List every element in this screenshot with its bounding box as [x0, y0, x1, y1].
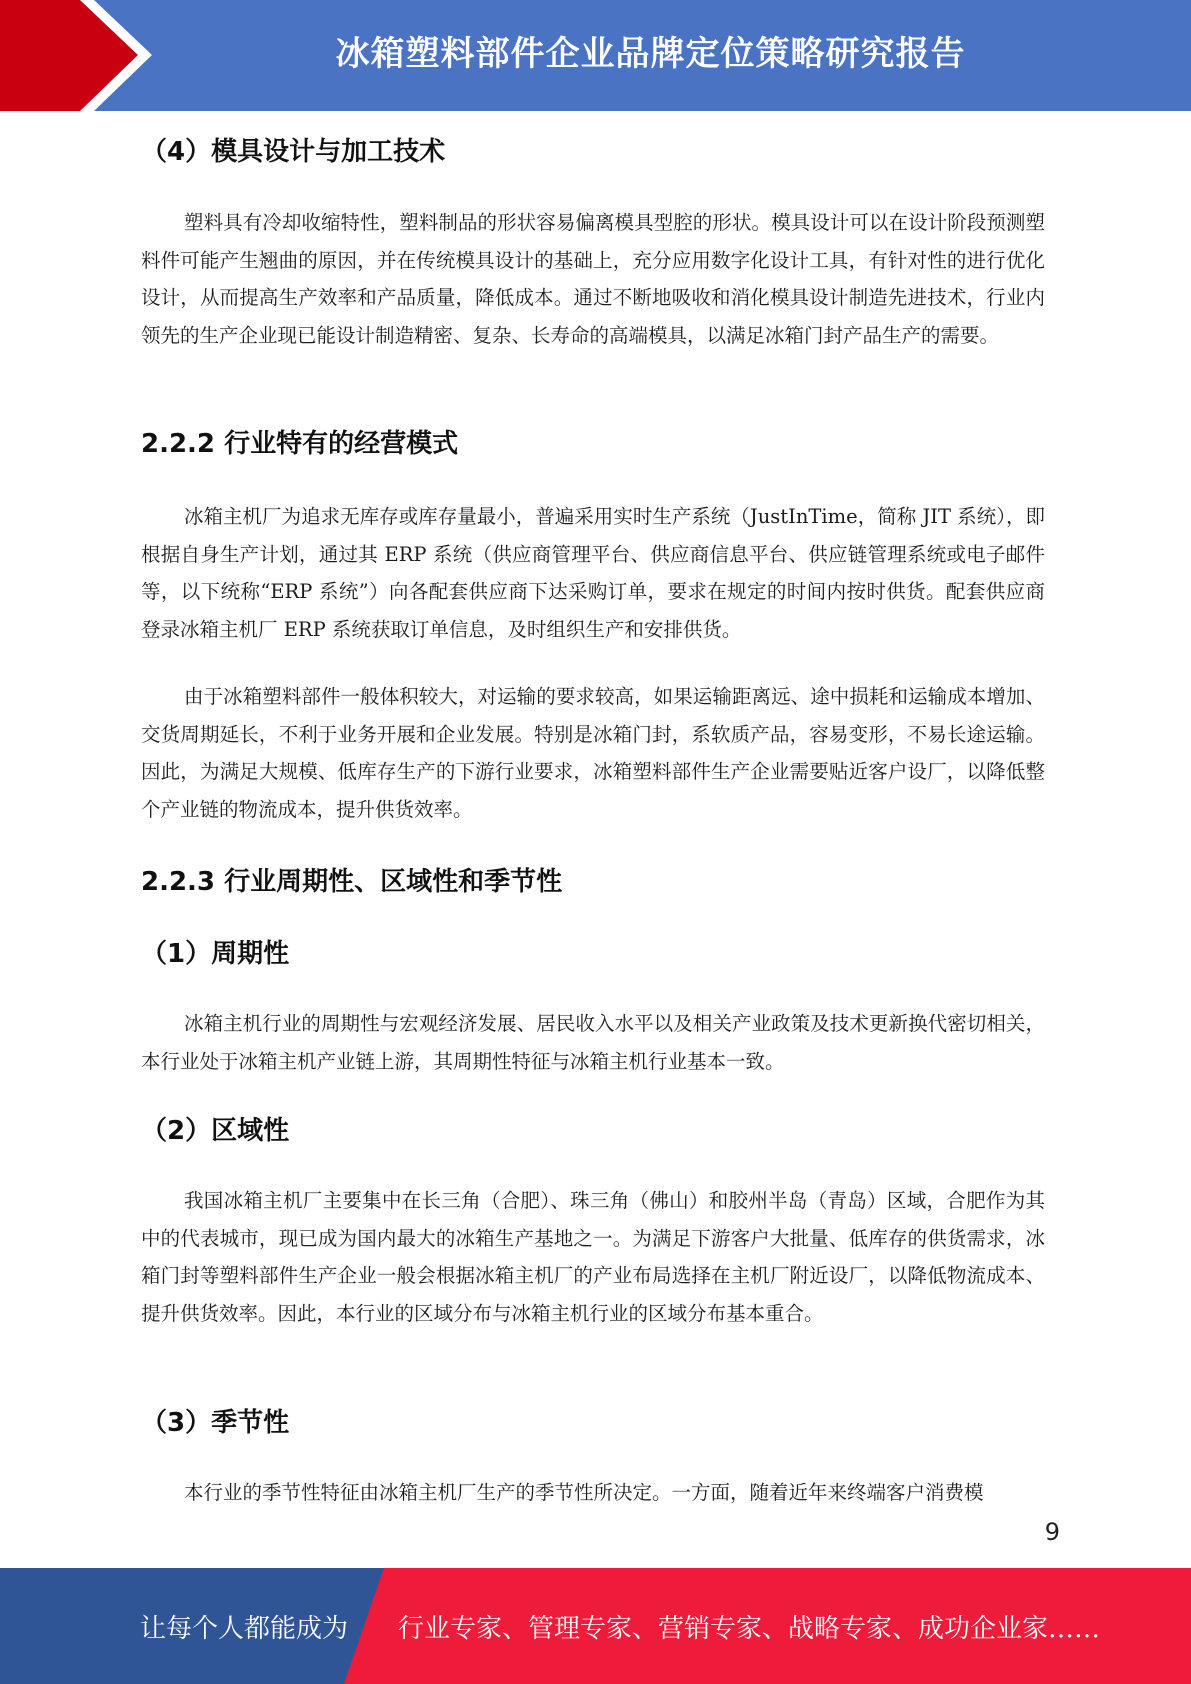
paragraph-periodicity: 冰箱主机行业的周期性与宏观经济发展、居民收入水平以及相关产业政策及技术更新换代密切相关，本行业处于冰箱主机产业链上游，其周期性特征与冰箱主机行业基本一致。 [141, 1012, 1045, 1073]
page-number: 9 [1044, 1518, 1060, 1546]
heading-seasonality: （3）季节性 [141, 1408, 290, 1438]
heading-periodicity: （1）周期性 [141, 939, 290, 969]
heading-mold-design: （4）模具设计与加工技术 [141, 137, 446, 167]
page-footer [0, 1568, 1191, 1684]
paragraph-jit-system: 冰箱主机厂为追求无库存或库存量最小，普遍采用实时生产系统（JustInTime，简称 JIT 系统），即根据自身生产计划，通过其 ERP 系统（供应商管理平台、供应商信息平台、供应链管理系统或电子邮件等，以下统称“ERP 系统”）向各配套供应商下达采购订单，要求在规定的时间内按时供货。配套供应商登录冰箱主机厂 ERP 系统获取订单信息，及时组织生产和安排供货。 [141, 505, 1045, 641]
page-header [0, 0, 1191, 111]
header-arrow-decoration [0, 0, 160, 111]
paragraph-mold-design: 塑料具有冷却收缩特性，塑料制品的形状容易偏离模具型腔的形状。模具设计可以在设计阶段预测塑料件可能产生翘曲的原因，并在传统模具设计的基础上，充分应用数字化设计工具，有针对性的进行优化设计，从而提高生产效率和产品质量，降低成本。通过不断地吸收和消化模具设计制造先进技术，行业内领先的生产企业现已能设计制造精密、复杂、长寿命的高端模具，以满足冰箱门封产品生产的需要。 [141, 211, 1045, 347]
paragraph-regionality: 我国冰箱主机厂主要集中在长三角（合肥）、珠三角（佛山）和胶州半岛（青岛）区域，合肥作为其中的代表城市，现已成为国内最大的冰箱生产基地之一。为满足下游客户大批量、低库存的供货需求，冰箱门封等塑料部件生产企业一般会根据冰箱主机厂的产业布局选择在主机厂附近设厂，以降低物流成本、提升供货效率。因此，本行业的区域分布与冰箱主机行业的区域分布基本重合。 [141, 1189, 1045, 1325]
paragraph-transport: 由于冰箱塑料部件一般体积较大，对运输的要求较高，如果运输距离远、途中损耗和运输成本增加、交货周期延长，不利于业务开展和企业发展。特别是冰箱门封，系软质产品，容易变形，不易长途运输。因此，为满足大规模、低库存生产的下游行业要求，冰箱塑料部件生产企业需要贴近客户设厂，以降低整个产业链的物流成本，提升供货效率。 [141, 685, 1045, 821]
heading-cyclicality: 2.2.3 行业周期性、区域性和季节性 [141, 867, 563, 897]
footer-slogan-right: 行业专家、管理专家、营销专家、战略专家、成功企业家…… [398, 1614, 1101, 1644]
footer-slogan-left: 让每个人都能成为 [140, 1614, 349, 1644]
paragraph-seasonality: 本行业的季节性特征由冰箱主机厂生产的季节性所决定。一方面，随着近年来终端客户消费模 [184, 1481, 984, 1504]
heading-business-model: 2.2.2 行业特有的经营模式 [141, 429, 459, 459]
heading-regionality: （2）区域性 [141, 1116, 290, 1146]
header-title: 冰箱塑料部件企业品牌定位策略研究报告 [335, 34, 966, 74]
